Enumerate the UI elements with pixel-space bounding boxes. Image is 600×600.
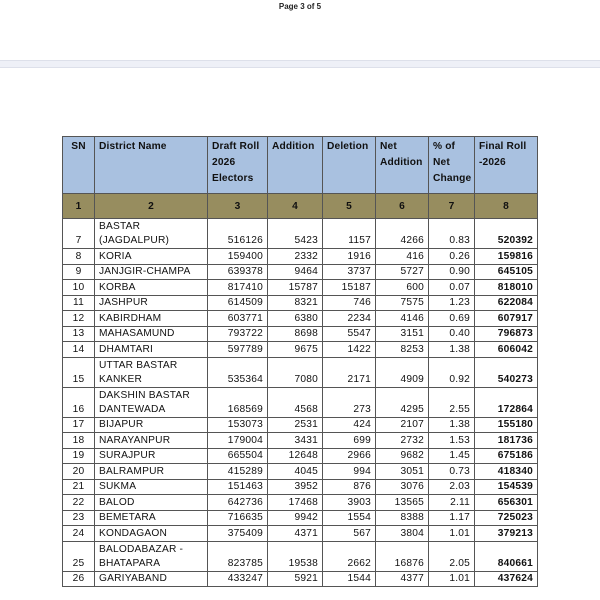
deletion-cell: 1422 — [323, 342, 376, 358]
draft-roll-cell: 159400 — [208, 249, 268, 265]
net-addition-cell: 4295 — [376, 387, 429, 417]
district-name-cell — [95, 541, 208, 571]
serial-number-cell: 13 — [63, 326, 95, 342]
final-roll-cell: 606042 — [475, 342, 538, 358]
header-pct-net-change: % of Net Change — [429, 137, 475, 194]
deletion-cell: 994 — [323, 464, 376, 480]
draft-roll-cell: 642736 — [208, 495, 268, 511]
pct-change-cell: 1.01 — [429, 526, 475, 542]
serial-number-cell: 15 — [63, 357, 95, 387]
deletion-cell: 2171 — [323, 357, 376, 387]
district-name-line: BALRAMPUR — [99, 465, 165, 477]
district-name-cell — [95, 448, 208, 464]
table-row — [63, 479, 538, 495]
final-roll-cell: 796873 — [475, 326, 538, 342]
district-name-line: MAHASAMUND — [99, 328, 175, 339]
table-row — [63, 541, 538, 571]
serial-number-cell: 7 — [63, 219, 95, 249]
addition-cell: 3431 — [268, 433, 323, 449]
deletion-cell: 1916 — [323, 249, 376, 265]
addition-cell: 12648 — [268, 448, 323, 464]
serial-number-cell: 9 — [63, 264, 95, 280]
net-addition-cell: 3151 — [376, 326, 429, 342]
net-addition-cell: 8253 — [376, 342, 429, 358]
net-addition-cell: 4377 — [376, 571, 429, 587]
pct-change-cell: 2.55 — [429, 387, 475, 417]
final-roll-cell: 172864 — [475, 387, 538, 417]
net-addition-cell: 600 — [376, 280, 429, 296]
deletion-cell: 2966 — [323, 448, 376, 464]
district-name-cell — [95, 326, 208, 342]
pct-change-cell: 1.38 — [429, 342, 475, 358]
district-name-line: KORIA — [99, 250, 132, 262]
district-name-line: BALOD — [99, 496, 135, 508]
serial-number-cell: 17 — [63, 417, 95, 433]
deletion-cell: 746 — [323, 295, 376, 311]
final-roll-cell: 656301 — [475, 495, 538, 511]
final-roll-cell: 181736 — [475, 433, 538, 449]
pct-change-cell: 0.92 — [429, 357, 475, 387]
district-name-line: UTTAR BASTAR — [99, 359, 178, 371]
district-name-cell — [95, 357, 208, 387]
addition-cell: 3952 — [268, 479, 323, 495]
draft-roll-cell: 603771 — [208, 311, 268, 327]
deletion-cell: 3737 — [323, 264, 376, 280]
header-row — [63, 137, 538, 194]
header-addition: Addition — [268, 137, 323, 194]
draft-roll-cell: 639378 — [208, 264, 268, 280]
pct-change-cell: 1.45 — [429, 448, 475, 464]
net-addition-cell: 4266 — [376, 219, 429, 249]
serial-number-cell: 23 — [63, 510, 95, 526]
net-addition-cell: 5727 — [376, 264, 429, 280]
table-row — [63, 448, 538, 464]
addition-cell: 5921 — [268, 571, 323, 587]
deletion-cell: 424 — [323, 417, 376, 433]
addition-cell: 8698 — [268, 326, 323, 342]
final-roll-cell: 607917 — [475, 311, 538, 327]
district-name-cell — [95, 510, 208, 526]
column-number: 8 — [475, 194, 538, 219]
serial-number-cell: 11 — [63, 295, 95, 311]
final-roll-cell: 418340 — [475, 464, 538, 480]
district-name-line: DHAMTARI — [99, 343, 154, 355]
deletion-cell: 699 — [323, 433, 376, 449]
draft-roll-cell: 793722 — [208, 326, 268, 342]
draft-roll-cell: 415289 — [208, 464, 268, 480]
table-row — [63, 342, 538, 358]
addition-cell: 7080 — [268, 357, 323, 387]
draft-roll-cell: 535364 — [208, 357, 268, 387]
net-addition-cell: 16876 — [376, 541, 429, 571]
district-name-line: KORBA — [99, 281, 136, 293]
table-row — [63, 264, 538, 280]
deletion-cell: 15187 — [323, 280, 376, 296]
district-name-line: BIJAPUR — [99, 419, 144, 430]
pct-change-cell: 0.83 — [429, 219, 475, 249]
pct-change-cell: 0.73 — [429, 464, 475, 480]
final-roll-cell: 840661 — [475, 541, 538, 571]
district-name-cell — [95, 280, 208, 296]
table-row — [63, 526, 538, 542]
final-roll-cell: 437624 — [475, 571, 538, 587]
district-name-line: BHATAPARA — [99, 557, 161, 569]
draft-roll-cell: 153073 — [208, 417, 268, 433]
district-name-cell — [95, 387, 208, 417]
table-row — [63, 295, 538, 311]
serial-number-cell: 20 — [63, 464, 95, 480]
column-number: 3 — [208, 194, 268, 219]
table-row — [63, 433, 538, 449]
serial-number-cell: 19 — [63, 448, 95, 464]
district-name-line: KONDAGAON — [99, 527, 168, 539]
district-name-cell — [95, 249, 208, 265]
final-roll-cell: 154539 — [475, 479, 538, 495]
final-roll-cell: 645105 — [475, 264, 538, 280]
pct-change-cell: 0.26 — [429, 249, 475, 265]
draft-roll-cell: 817410 — [208, 280, 268, 296]
addition-cell: 5423 — [268, 219, 323, 249]
table-row — [63, 311, 538, 327]
page-separator — [0, 60, 600, 68]
addition-cell: 4568 — [268, 387, 323, 417]
draft-roll-cell: 823785 — [208, 541, 268, 571]
addition-cell: 9942 — [268, 510, 323, 526]
net-addition-cell: 9682 — [376, 448, 429, 464]
district-name-line: BASTAR — [99, 221, 141, 232]
district-name-line: BEMETARA — [99, 512, 156, 523]
district-name-line: JASHPUR — [99, 297, 148, 308]
district-name-cell — [95, 417, 208, 433]
serial-number-cell: 8 — [63, 249, 95, 265]
serial-number-cell: 21 — [63, 479, 95, 495]
net-addition-cell: 3804 — [376, 526, 429, 542]
net-addition-cell: 4909 — [376, 357, 429, 387]
pct-change-cell: 1.01 — [429, 571, 475, 587]
deletion-cell: 1554 — [323, 510, 376, 526]
draft-roll-cell: 433247 — [208, 571, 268, 587]
serial-number-cell: 25 — [63, 541, 95, 571]
table-row — [63, 219, 538, 249]
column-number: 7 — [429, 194, 475, 219]
final-roll-cell: 540273 — [475, 357, 538, 387]
serial-number-cell: 14 — [63, 342, 95, 358]
column-number: 1 — [63, 194, 95, 219]
district-name-cell — [95, 479, 208, 495]
net-addition-cell: 8388 — [376, 510, 429, 526]
district-name-cell — [95, 526, 208, 542]
table-row — [63, 249, 538, 265]
table-row — [63, 357, 538, 387]
addition-cell: 17468 — [268, 495, 323, 511]
deletion-cell: 3903 — [323, 495, 376, 511]
addition-cell: 4045 — [268, 464, 323, 480]
deletion-cell: 5547 — [323, 326, 376, 342]
pct-change-cell: 0.90 — [429, 264, 475, 280]
header-net-addition: Net Addition — [376, 137, 429, 194]
district-name-line: KABIRDHAM — [99, 312, 162, 324]
pct-change-cell: 2.05 — [429, 541, 475, 571]
district-name-cell — [95, 571, 208, 587]
final-roll-cell: 725023 — [475, 510, 538, 526]
final-roll-cell: 520392 — [475, 219, 538, 249]
header-district-name: District Name — [95, 137, 208, 194]
serial-number-cell: 12 — [63, 311, 95, 327]
district-name-line: NARAYANPUR — [99, 434, 171, 446]
net-addition-cell: 7575 — [376, 295, 429, 311]
pct-change-cell: 1.38 — [429, 417, 475, 433]
column-number: 5 — [323, 194, 376, 219]
district-name-cell — [95, 264, 208, 280]
serial-number-cell: 24 — [63, 526, 95, 542]
draft-roll-cell: 375409 — [208, 526, 268, 542]
addition-cell: 4371 — [268, 526, 323, 542]
district-name-cell — [95, 342, 208, 358]
district-name-line: (JAGDALPUR) — [99, 235, 170, 246]
net-addition-cell: 13565 — [376, 495, 429, 511]
table-row — [63, 417, 538, 433]
final-roll-cell: 379213 — [475, 526, 538, 542]
pct-change-cell: 0.40 — [429, 326, 475, 342]
table-row — [63, 510, 538, 526]
table-row — [63, 571, 538, 587]
district-name-cell — [95, 311, 208, 327]
net-addition-cell: 3051 — [376, 464, 429, 480]
district-name-cell — [95, 495, 208, 511]
header-final-roll: Final Roll -2026 — [475, 137, 538, 194]
deletion-cell: 273 — [323, 387, 376, 417]
page-number: Page 3 of 5 — [278, 2, 322, 11]
district-name-cell — [95, 464, 208, 480]
table-row — [63, 464, 538, 480]
pct-change-cell: 2.11 — [429, 495, 475, 511]
header-sn: SN — [63, 137, 95, 194]
column-number: 4 — [268, 194, 323, 219]
addition-cell: 9675 — [268, 342, 323, 358]
pct-change-cell: 0.07 — [429, 280, 475, 296]
draft-roll-cell: 716635 — [208, 510, 268, 526]
pct-change-cell: 0.69 — [429, 311, 475, 327]
district-name-cell — [95, 295, 208, 311]
serial-number-cell: 10 — [63, 280, 95, 296]
district-name-cell — [95, 219, 208, 249]
district-name-line: DAKSHIN BASTAR — [99, 389, 190, 401]
column-number: 2 — [95, 194, 208, 219]
deletion-cell: 2234 — [323, 311, 376, 327]
deletion-cell: 1157 — [323, 219, 376, 249]
pct-change-cell: 1.53 — [429, 433, 475, 449]
draft-roll-cell: 168569 — [208, 387, 268, 417]
table-row — [63, 495, 538, 511]
draft-roll-cell: 597789 — [208, 342, 268, 358]
deletion-cell: 567 — [323, 526, 376, 542]
addition-cell: 19538 — [268, 541, 323, 571]
final-roll-cell: 155180 — [475, 417, 538, 433]
pct-change-cell: 1.23 — [429, 295, 475, 311]
net-addition-cell: 4146 — [376, 311, 429, 327]
district-name-cell — [95, 433, 208, 449]
draft-roll-cell: 179004 — [208, 433, 268, 449]
serial-number-cell: 26 — [63, 571, 95, 587]
addition-cell: 2531 — [268, 417, 323, 433]
addition-cell: 6380 — [268, 311, 323, 327]
header-draft-roll: Draft Roll 2026 Electors — [208, 137, 268, 194]
pct-change-cell: 1.17 — [429, 510, 475, 526]
draft-roll-cell: 614509 — [208, 295, 268, 311]
column-number: 6 — [376, 194, 429, 219]
draft-roll-cell: 151463 — [208, 479, 268, 495]
serial-number-cell: 18 — [63, 433, 95, 449]
addition-cell: 9464 — [268, 264, 323, 280]
final-roll-cell: 159816 — [475, 249, 538, 265]
district-name-line: SUKMA — [99, 481, 137, 492]
header-deletion: Deletion — [323, 137, 376, 194]
net-addition-cell: 416 — [376, 249, 429, 265]
deletion-cell: 876 — [323, 479, 376, 495]
serial-number-cell: 22 — [63, 495, 95, 511]
table-row — [63, 280, 538, 296]
net-addition-cell: 3076 — [376, 479, 429, 495]
net-addition-cell: 2732 — [376, 433, 429, 449]
net-addition-cell: 2107 — [376, 417, 429, 433]
pct-change-cell: 2.03 — [429, 479, 475, 495]
final-roll-cell: 818010 — [475, 280, 538, 296]
district-name-line: KANKER — [99, 373, 143, 385]
district-name-line: DANTEWADA — [99, 403, 166, 415]
electoral-roll-table — [62, 136, 538, 587]
deletion-cell: 2662 — [323, 541, 376, 571]
final-roll-cell: 622084 — [475, 295, 538, 311]
table-row — [63, 387, 538, 417]
deletion-cell: 1544 — [323, 571, 376, 587]
final-roll-cell: 675186 — [475, 448, 538, 464]
district-name-line: GARIYABAND — [99, 573, 168, 584]
draft-roll-cell: 516126 — [208, 219, 268, 249]
table-row — [63, 326, 538, 342]
addition-cell: 2332 — [268, 249, 323, 265]
addition-cell: 15787 — [268, 280, 323, 296]
column-number-row — [63, 194, 538, 219]
district-name-line: SURAJPUR — [99, 450, 156, 461]
serial-number-cell: 16 — [63, 387, 95, 417]
district-name-line: BALODABAZAR - — [99, 543, 184, 555]
draft-roll-cell: 665504 — [208, 448, 268, 464]
addition-cell: 8321 — [268, 295, 323, 311]
district-name-line: JANJGIR-CHAMPA — [99, 266, 191, 277]
